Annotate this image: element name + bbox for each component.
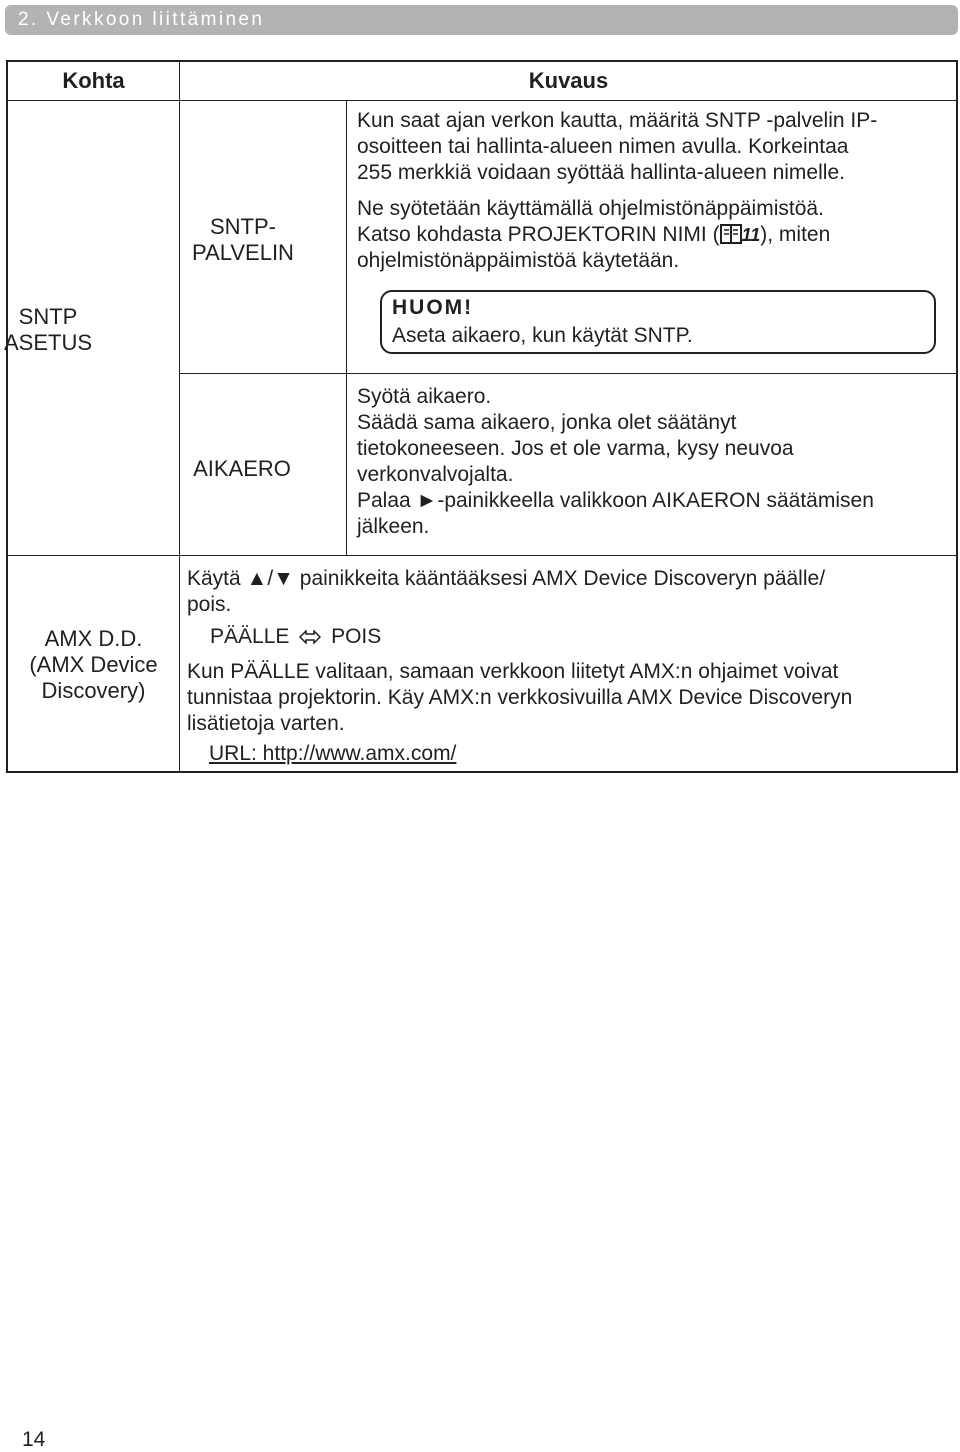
col-divider-item xyxy=(179,62,180,772)
page-reference[interactable]: 11 xyxy=(741,225,761,245)
note-text: Aseta aikaero, kun käytät SNTP. xyxy=(392,324,693,347)
col-divider-sub xyxy=(346,101,347,555)
page-number: 14 xyxy=(22,1428,46,1451)
amx-toggle-options xyxy=(210,624,610,650)
sntp-server-keyboard-text: Ne syötetään käyttämällä ohjelmistönäppäimistöä. Katso kohdasta PROJEKTORIN NIMI ( 11), miten ohjelmistönäppäimistöä käytetään. xyxy=(357,196,947,274)
sntp-settings-label: SNTP ASETUS xyxy=(3,304,93,355)
note-box xyxy=(380,290,936,354)
header-divider xyxy=(7,100,957,101)
sntp-server-label: SNTP- PALVELIN xyxy=(192,214,294,265)
row-divider-amx xyxy=(7,555,957,556)
option-off: POIS xyxy=(331,625,382,648)
row-divider-timediff xyxy=(179,373,957,374)
amx-toggle-description: Käytä ▲/▼ painikkeita kääntääksesi AMX Device Discoveryn päälle/ pois. xyxy=(187,567,826,616)
amx-description: Kun PÄÄLLE valitaan, samaan verkkoon liitetyt AMX:n ohjaimet voivat tunnistaa projektorin. Käy AMX:n verkkosivuilla AMX Device Discoveryn lisätietoja varten. xyxy=(187,660,853,735)
double-arrow-icon xyxy=(299,630,321,644)
column-header-description: Kuvaus xyxy=(528,68,609,93)
column-header-item: Kohta xyxy=(62,68,125,93)
sntp-reference-line: Katso kohdasta PROJEKTORIN NIMI ( 11), miten xyxy=(357,223,831,246)
sntp-server-description: Kun saat ajan verkon kautta, määritä SNTP -palvelin IP- osoitteen tai hallinta-alueen nimen avulla. Korkeintaa 255 merkkiä voidaan syöttää hallinta-alueen nimelle. xyxy=(357,109,878,184)
section-title: 2. Verkkoon liittäminen xyxy=(18,9,265,30)
time-difference-description: Syötä aikaero. Säädä sama aikaero, jonka olet säätänyt tietokoneeseen. Jos et ole varma, kysy neuvoa verkonvalvojalta. Palaa ►-painikkeella valikkoon AIKAERON säätämisen jälkeen. xyxy=(357,385,874,538)
book-icon xyxy=(720,224,742,244)
section-header xyxy=(5,5,958,35)
amx-dd-label: AMX D.D. (AMX Device Discovery) xyxy=(29,626,158,703)
time-difference-label: AIKAERO xyxy=(193,456,291,481)
option-on: PÄÄLLE xyxy=(210,625,290,648)
note-title: HUOM! xyxy=(392,296,474,319)
amx-url-link[interactable]: URL: http://www.amx.com/ xyxy=(209,742,457,765)
